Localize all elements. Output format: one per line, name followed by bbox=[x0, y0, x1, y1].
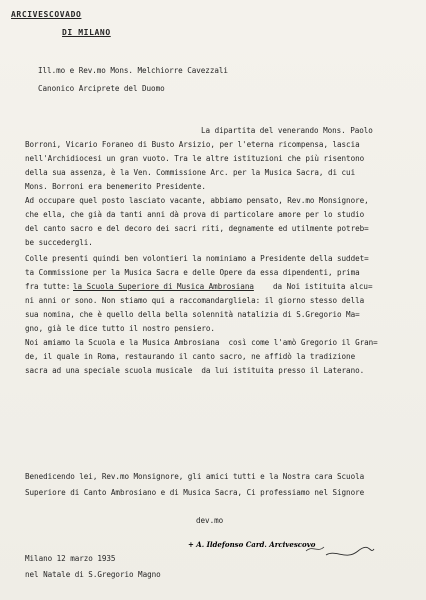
school-name-underlined: la Scuola Superiore di Musica Ambrosiana bbox=[73, 282, 254, 291]
body-line: nell'Archidiocesi un gran vuoto. Tra le altre istituzioni che più risentono bbox=[25, 154, 365, 163]
body-line: della sua assenza, è la Ven. Commissione Arc. per la Musica Sacra, di cui bbox=[25, 168, 356, 177]
body-line: Mons. Borroni era benemerito Presidente. bbox=[25, 182, 206, 191]
body-line: de, il quale in Roma, restaurando il canto sacro, ne affidò la tradizione bbox=[25, 352, 356, 361]
body-line: La dipartita del venerando Mons. Paolo bbox=[201, 126, 373, 135]
body-line: Superiore di Canto Ambrosiano e di Musica Sacra, Ci professiamo nel Signore bbox=[25, 488, 365, 497]
signature bbox=[186, 533, 376, 563]
body-line: sua nomina, che è quello della bella solennità natalizia di S.Gregorio Ma= bbox=[25, 310, 360, 319]
recipient-name: Ill.mo e Rev.mo Mons. Melchiorre Cavezzali bbox=[38, 66, 228, 75]
closing-date: Milano 12 marzo 1935 bbox=[25, 554, 116, 563]
letterhead-title: ARCIVESCOVADO bbox=[11, 10, 82, 19]
letterhead-subtitle: DI MILANO bbox=[62, 28, 111, 37]
closing-place: nel Natale di S.Gregorio Magno bbox=[25, 570, 161, 579]
signature-text: + A. Ildefonso Card. Arcivescovo bbox=[188, 540, 316, 549]
body-line: Ad occupare quel posto lasciato vacante, abbiamo pensato, Rev.mo Monsignore, bbox=[25, 196, 369, 205]
body-line: da Noi istituita alcu= bbox=[273, 282, 373, 291]
body-line: del canto sacro e del decoro dei sacri riti, degnamente ed utilmente potreb= bbox=[25, 224, 369, 233]
body-line: be succedergli. bbox=[25, 238, 93, 247]
body-line: sacra ad una speciale scuola musicale da lui istituita presso il Laterano. bbox=[25, 366, 365, 375]
body-line: fra tutte: bbox=[25, 282, 71, 291]
body-line: gno, già le dice tutto il nostro pensiero. bbox=[25, 324, 215, 333]
signature-flourish bbox=[186, 533, 376, 563]
body-line: ni anni or sono. Non stiamo qui a raccomandargliela: il giorno stesso della bbox=[25, 296, 365, 305]
body-line: Benedicendo lei, Rev.mo Monsignore, gli amici tutti e la Nostra cara Scuola bbox=[25, 472, 365, 481]
closing-devmo: dev.mo bbox=[196, 516, 224, 525]
body-line: Colle presenti quindi ben volontieri la nominiamo a Presidente della suddet= bbox=[25, 254, 369, 263]
body-line: che ella, che già da tanti anni dà prova di particolare amore per lo studio bbox=[25, 210, 365, 219]
body-line: ta Commissione per la Musica Sacra e delle Opere da essa dipendenti, prima bbox=[25, 268, 360, 277]
body-line: Borroni, Vicario Foraneo di Busto Arsizio, per l'eterna ricompensa, lascia bbox=[25, 140, 360, 149]
body-line: Noi amiamo la Scuola e la Musica Ambrosiana così come l'amò Gregorio il Gran= bbox=[25, 338, 378, 347]
recipient-title: Canonico Arciprete del Duomo bbox=[38, 84, 165, 93]
